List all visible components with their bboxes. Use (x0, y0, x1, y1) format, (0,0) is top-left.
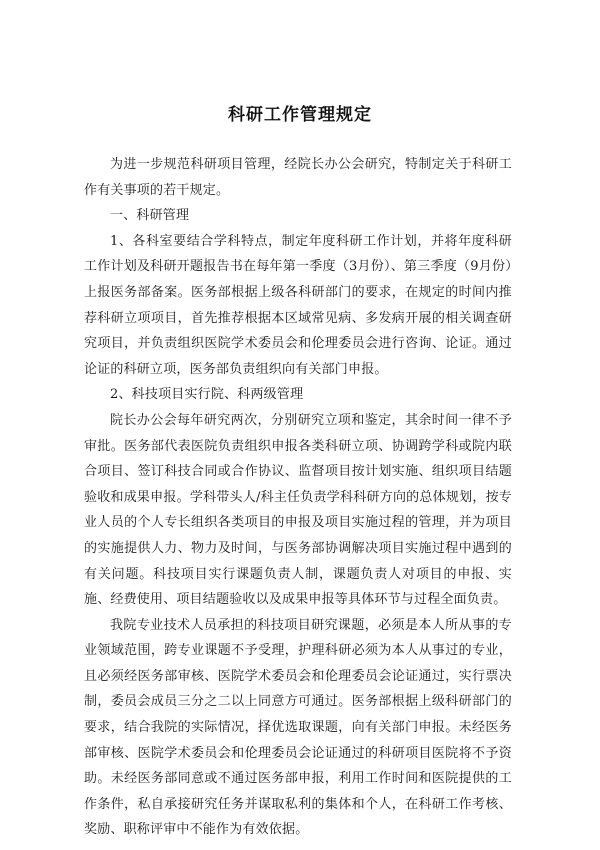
staff-project-paragraph: 我院专业技术人员承担的科技项目研究课题，必须是本人所从事的专业领域范围，跨专业课题不予受理，护理科研必须为本人从事过的专业，且必须经医务部审核、医院学术委员会和伦理委员会论证通过，实行票决制，委员会成员三分之二以上同意方可通过。医务部根据上级科研部门的要求，结合我院的实际情况，择优选取课题，向有关部门申报。未经医务部审核、医院学术委员会和伦理委员会论证通过的科研项目医院将不予资助。未经医务部同意或不通过医务部申报，利用工作时间和医院提供的工作条件，私自承接研究任务并谋取私利的集体和个人，在科研工作考核、奖励、职称评审中不能作为有效依据。 (84, 617, 512, 838)
document-title: 科研工作管理规定 (228, 105, 372, 125)
clause-2-paragraph: 院长办公会每年研究两次，分别研究立项和鉴定，其余时间一律不予审批。医务部代表医院负责组织申报各类科研立项、协调跨学科或院内联合项目、签订科技合同或合作协议、监督项目按计划实施、组织项目结题验收和成果申报。学科带头人/科主任负责学科科研方向的总体规划，按专业人员的个人专长组织各类项目的申报及项目实施过程的管理，并为项目的实施提供人力、物力及时间，与医务部协调解决项目实施过程中遇到的有关问题。科技项目实行课题负责人制，课题负责人对项目的申报、实施、经费使用、项目结题验收以及成果申报等具体环节与过程全面负责。 (84, 412, 512, 608)
intro-paragraph: 为进一步规范科研项目管理，经院长办公会研究，特制定关于科研工作有关事项的若干规定。 (84, 157, 512, 198)
document-body (84, 152, 512, 843)
section-heading-research-management: 一、科研管理 (110, 208, 190, 224)
clause-1-paragraph: 1、各科室要结合学科特点，制定年度科研工作计划，并将年度科研工作计划及科研开题报告书在每年第一季度（3月份）、第三季度（9月份）上报医务部备案。医务部根据上级各科研部门的要求，在规定的时间内推荐科研立项项目，首先推荐根据本区域常见病、多发病开展的相关调查研究项目，并负责组织医院学术委员会和伦理委员会进行咨询、论证。通过论证的科研立项，医务部负责组织向有关部门申报。 (84, 233, 512, 377)
clause-2-heading: 2、科技项目实行院、科两级管理 (110, 387, 304, 403)
